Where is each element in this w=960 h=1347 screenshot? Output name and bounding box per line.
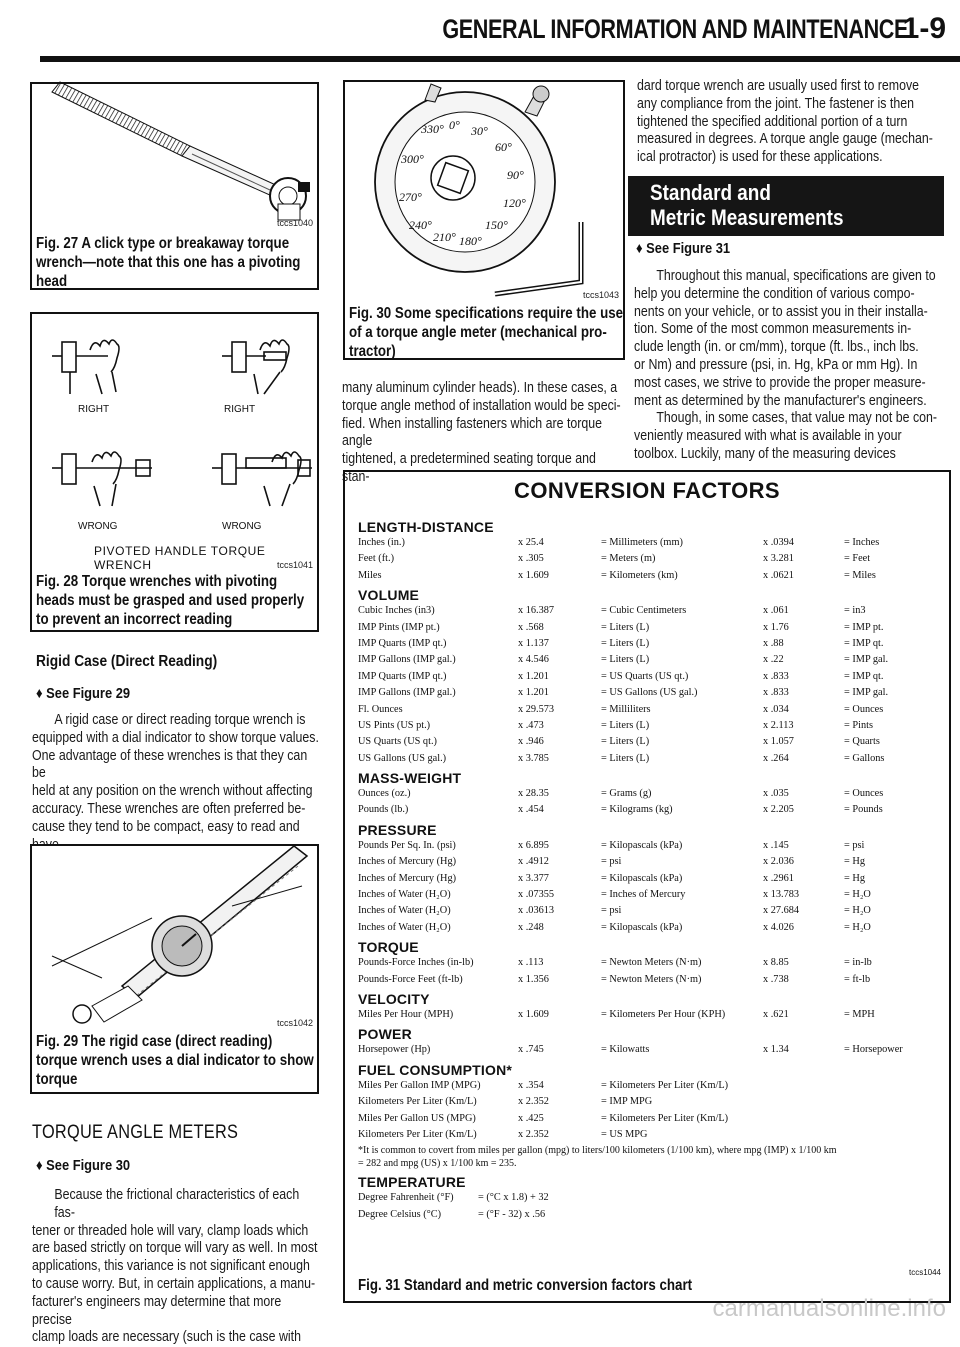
table-row — [358, 1111, 948, 1127]
table-cell: Miles Per Hour (MPH) — [358, 1008, 454, 1020]
category-heading: PRESSURE — [358, 821, 437, 838]
torque-angle-heading: TORQUE ANGLE METERS — [32, 1122, 239, 1143]
category-heading: FUEL CONSUMPTION* — [358, 1061, 513, 1078]
torque-angle-text: Because the frictional characteristics of each fas- tener or threaded hole will vary, clamp loads which are based strictly on torque will vary as well. In most applications, this variance is not significant enough to cause worry. But, in certain applications, a manu- facturer's engineers may determine that more precise clamp loads are necessary (such is the case with — [32, 1187, 318, 1346]
table-cell: x .745 — [518, 1044, 544, 1056]
label-right-1: RIGHT — [78, 404, 110, 415]
table-row — [358, 636, 948, 652]
table-cell: x 4.026 — [763, 921, 794, 933]
category-heading: TORQUE — [358, 939, 419, 956]
table-row — [358, 1007, 948, 1023]
table-cell: x 1.356 — [518, 973, 549, 985]
table-cell: Cubic Inches (in3) — [358, 605, 435, 617]
page-number: 1-9 — [902, 12, 946, 45]
table-row — [358, 802, 948, 818]
table-cell: = IMP gal. — [844, 687, 889, 699]
table-cell: x 3.377 — [518, 872, 549, 884]
table-cell: x .264 — [763, 752, 789, 764]
figure-28 — [30, 312, 319, 632]
table-cell: x .061 — [763, 605, 789, 617]
table-cell: Horsepower (Hp) — [358, 1044, 431, 1056]
table-cell: = US Quarts (US qt.) — [601, 670, 689, 682]
table-cell: = (°F - 32) x .56 — [478, 1208, 546, 1220]
category-heading: LENGTH-DISTANCE — [358, 519, 494, 535]
note-line: *It is common to covert from miles per gallon (mpg) to liters/100 kilometers (1/100 km), where mpg (IMP) x 1/100 km — [358, 1145, 837, 1157]
table-cell: Inches of Water (H₂O) — [358, 921, 451, 933]
table-cell: = Millimeters (mm) — [601, 537, 683, 548]
label-wrong-1: WRONG — [78, 521, 118, 532]
standard-metric-text: Throughout this manual, specifications are given to help you determine the condition of various compo- nents on your vehicle, or to assist you in their installa- tion. Some of the most common measurements in- clude length (in. or cm/mm), torque (ft. lbs., inch lbs. or Nm) and pressure (psi, in. Hg, kPa or mm Hg). In most cases, we strive to provide the proper measure- ment as determined by the manufacturer's engineers. Though, in some cases, that value may not be con- veniently measured with what is available in your toolbox. Luckily, many of the measuring devices — [634, 268, 938, 462]
table-cell: x .568 — [518, 621, 544, 633]
table-row — [358, 920, 948, 936]
table-cell: = Liters (L) — [601, 621, 650, 633]
table-cell: x .035 — [763, 788, 789, 800]
diagram-title: PIVOTED HANDLE TORQUE WRENCH — [94, 544, 266, 572]
figure-caption: Fig. 29 The rigid case (direct reading) torque wrench uses a dial indicator to show torque — [36, 1033, 314, 1088]
table-cell: Pounds (lb.) — [358, 804, 409, 816]
see-figure-30: ♦ See Figure 30 — [36, 1157, 131, 1174]
table-row — [358, 568, 948, 584]
table-cell: x .454 — [518, 804, 544, 816]
table-row — [358, 955, 948, 971]
table-cell: = Milliliters — [601, 703, 651, 715]
table-cell: Kilometers Per Liter (Km/L) — [358, 1096, 477, 1108]
table-cell: = H₂O — [844, 905, 871, 917]
table-cell: x 1.057 — [763, 736, 794, 748]
table-cell: = Liters (L) — [601, 752, 650, 764]
torque-angle-continued: many aluminum cylinder heads). In these cases, a torque angle method of installation would be speci- fied. When installing fasteners which are torque angle tightened, a predetermined seating torque and stan- — [342, 380, 621, 485]
table-row — [358, 718, 948, 734]
table-cell: US Gallons (US gal.) — [358, 752, 447, 764]
table-cell: x 27.684 — [763, 905, 800, 917]
table-row — [358, 972, 948, 988]
table-cell: x .88 — [763, 637, 784, 649]
table-cell: = Inches — [844, 537, 880, 548]
table-cell: = psi — [601, 856, 622, 868]
table-cell: = Liters (L) — [601, 637, 650, 649]
table-cell: = psi — [601, 905, 622, 917]
table-cell: Fl. Ounces — [358, 703, 403, 715]
table-cell: x 3.281 — [763, 553, 794, 565]
chart-title: CONVERSION FACTORS — [514, 478, 780, 503]
table-row — [358, 652, 948, 668]
table-cell: = US MPG — [601, 1128, 648, 1140]
table-cell: = Liters (L) — [601, 736, 650, 748]
table-cell: = H₂O — [844, 921, 871, 933]
click-wrench-illustration — [32, 84, 317, 224]
table-cell: x 1.137 — [518, 637, 549, 649]
table-cell: Degree Fahrenheit (°F) — [358, 1192, 454, 1204]
table-cell: x .248 — [518, 921, 544, 933]
rigid-case-heading: Rigid Case (Direct Reading) — [36, 653, 218, 670]
category-heading: VELOCITY — [358, 990, 430, 1007]
table-cell: x 1.76 — [763, 621, 789, 633]
category-heading: POWER — [358, 1026, 412, 1043]
table-cell: = Kilopascals (kPa) — [601, 872, 683, 884]
table-cell: Inches of Mercury (Hg) — [358, 872, 457, 884]
table-cell: x 28.35 — [518, 788, 549, 800]
table-cell: x 2.036 — [763, 856, 794, 868]
table-cell: IMP Pints (IMP pt.) — [358, 621, 440, 633]
table-cell: Miles Per Gallon US (MPG) — [358, 1112, 476, 1124]
table-cell: x .22 — [763, 654, 784, 666]
table-cell: x 1.201 — [518, 670, 549, 682]
table-cell: x .4912 — [518, 856, 549, 868]
table-cell: x .03613 — [518, 905, 555, 917]
table-cell: = Ounces — [844, 788, 884, 800]
figure-27 — [30, 82, 319, 290]
table-cell: = (°C x 1.8) + 32 — [478, 1192, 549, 1204]
figure-code: tccs1041 — [276, 560, 313, 570]
table-row — [358, 685, 948, 701]
table-cell: = Horsepower — [844, 1044, 903, 1056]
table-cell: Feet (ft.) — [358, 553, 395, 565]
table-cell: = Newton Meters (N·m) — [601, 957, 702, 969]
table-cell: x .2961 — [763, 872, 794, 884]
table-cell: IMP Quarts (IMP qt.) — [358, 637, 447, 649]
table-cell: x .0621 — [763, 569, 794, 581]
figure-code: tccs1042 — [276, 1018, 313, 1028]
table-row — [358, 702, 948, 718]
table-cell: x .145 — [763, 839, 789, 851]
table-cell: = Meters (m) — [601, 553, 656, 565]
table-row — [358, 1207, 948, 1223]
table-cell: Pounds-Force Inches (in-lb) — [358, 957, 474, 969]
figure-caption: Fig. 30 Some specifications require the use of a torque angle meter (mechanical pro- tractor) — [349, 305, 624, 360]
table-cell: = Kilometers Per Liter (Km/L) — [601, 1079, 729, 1091]
table-cell: IMP Gallons (IMP gal.) — [358, 654, 456, 666]
table-cell: Miles Per Gallon IMP (MPG) — [358, 1079, 481, 1091]
table-cell: x 4.546 — [518, 654, 549, 666]
table-cell: x .833 — [763, 670, 789, 682]
table-cell: x .738 — [763, 973, 789, 985]
fuel-note — [358, 1143, 948, 1171]
table-row — [358, 887, 948, 903]
table-cell: x 1.201 — [518, 687, 549, 699]
table-cell: x 3.785 — [518, 752, 549, 764]
table-cell: x .0394 — [763, 537, 794, 548]
figure-caption: Fig. 31 Standard and metric conversion factors chart — [358, 1277, 693, 1294]
dial-scale: 330° 0° 30° 60° 300° 90° 270° 120° 240° 150° 210° 180° — [399, 118, 526, 248]
table-row — [358, 551, 948, 567]
table-cell: Ounces (oz.) — [358, 788, 411, 800]
table-cell: x .305 — [518, 553, 544, 565]
table-cell: Kilometers Per Liter (Km/L) — [358, 1128, 477, 1140]
table-cell: = Miles — [844, 569, 876, 581]
table-cell: x 13.783 — [763, 889, 800, 901]
table-cell: x .946 — [518, 736, 544, 748]
conversion-factors-chart — [343, 470, 951, 1303]
table-row — [358, 603, 948, 619]
category-heading: TEMPERATURE — [358, 1174, 466, 1191]
table-cell: x .621 — [763, 1008, 789, 1020]
table-cell: = Kilograms (kg) — [601, 804, 673, 816]
section-banner: Standard and Metric Measurements — [628, 176, 944, 236]
figure-code: tccs1040 — [276, 218, 313, 228]
table-cell: x 2.205 — [763, 804, 794, 816]
figure-caption: Fig. 28 Torque wrenches with pivoting heads must be grasped and used properly to prevent an incorrect reading — [36, 573, 305, 628]
table-cell: x .833 — [763, 687, 789, 699]
table-cell: Inches of Water (H₂O) — [358, 889, 451, 901]
table-cell: x 2.113 — [763, 719, 794, 731]
table-cell: x .07355 — [518, 889, 555, 901]
figure-30 — [343, 80, 625, 360]
table-cell: Pounds Per Sq. In. (psi) — [358, 839, 456, 851]
table-row — [358, 535, 948, 551]
table-row — [358, 903, 948, 919]
table-cell: = in-lb — [844, 957, 872, 969]
table-cell: Inches of Water (H₂O) — [358, 905, 451, 917]
table-cell: = US Gallons (US gal.) — [601, 687, 698, 699]
table-cell: x .034 — [763, 703, 789, 715]
table-cell: x 16.387 — [518, 605, 555, 617]
table-cell: = IMP gal. — [844, 654, 889, 666]
table-cell: IMP Gallons (IMP gal.) — [358, 687, 456, 699]
table-cell: x .113 — [518, 957, 544, 969]
table-cell: = Hg — [844, 872, 865, 884]
dial-wrench-illustration — [32, 846, 317, 1026]
table-row — [358, 734, 948, 750]
table-cell: = ft-lb — [844, 973, 871, 985]
table-cell: = Kilopascals (kPa) — [601, 839, 683, 851]
see-figure-31: ♦ See Figure 31 — [636, 240, 731, 257]
table-cell: = Ounces — [844, 703, 884, 715]
table-row — [358, 751, 948, 767]
table-row — [358, 838, 948, 854]
table-cell: x 2.352 — [518, 1096, 549, 1108]
table-cell: x 8.85 — [763, 957, 789, 969]
table-cell: = MPH — [844, 1008, 875, 1020]
table-cell: x .473 — [518, 719, 544, 731]
table-cell: US Quarts (US qt.) — [358, 736, 437, 748]
figure-code: tccs1044 — [908, 1268, 941, 1277]
watermark: carmanualsonline.info — [712, 1295, 946, 1322]
table-cell: x .425 — [518, 1112, 544, 1124]
table-cell: = Kilopascals (kPa) — [601, 921, 683, 933]
table-cell: Inches of Mercury (Hg) — [358, 856, 457, 868]
page-header — [0, 8, 960, 48]
table-cell: = IMP qt. — [844, 637, 884, 649]
table-cell: = Kilometers Per Hour (KPH) — [601, 1008, 726, 1020]
table-cell: = Liters (L) — [601, 719, 650, 731]
table-cell: = Grams (g) — [601, 788, 652, 800]
table-row — [358, 854, 948, 870]
label-wrong-2: WRONG — [222, 521, 262, 532]
table-row — [358, 1190, 948, 1206]
table-row — [358, 871, 948, 887]
table-cell: = Newton Meters (N·m) — [601, 973, 702, 985]
category-heading: MASS-WEIGHT — [358, 770, 462, 787]
table-cell: = Quarts — [844, 736, 880, 748]
figure-29 — [30, 844, 319, 1094]
table-cell: = H₂O — [844, 889, 871, 901]
figure-code: tccs1043 — [582, 290, 619, 300]
table-cell: = Kilometers Per Liter (Km/L) — [601, 1112, 729, 1124]
table-row — [358, 620, 948, 636]
table-cell: = in3 — [844, 605, 866, 617]
header-rule — [40, 56, 960, 62]
table-cell: = IMP qt. — [844, 670, 884, 682]
table-cell: = Cubic Centimeters — [601, 605, 687, 617]
table-cell: = Kilowatts — [601, 1044, 650, 1056]
table-cell: = Liters (L) — [601, 654, 650, 666]
table-cell: Degree Celsius (°C) — [358, 1208, 442, 1220]
table-cell: = Kilometers (km) — [601, 569, 678, 581]
table-cell: = psi — [844, 839, 865, 851]
table-row — [358, 1127, 948, 1143]
table-cell: = IMP pt. — [844, 621, 884, 633]
conversion-table — [358, 516, 948, 1223]
label-right-2: RIGHT — [224, 404, 256, 415]
table-row — [358, 1042, 948, 1058]
table-row — [358, 669, 948, 685]
table-cell: x 1.609 — [518, 1008, 549, 1020]
table-cell: = Pints — [844, 719, 873, 731]
table-cell: US Pints (US pt.) — [358, 719, 431, 731]
category-heading: VOLUME — [358, 587, 420, 604]
table-row — [358, 786, 948, 802]
table-cell: = Hg — [844, 856, 865, 868]
table-cell: IMP Quarts (IMP qt.) — [358, 670, 447, 682]
table-cell: x 1.609 — [518, 569, 549, 581]
table-cell: x .354 — [518, 1079, 544, 1091]
table-cell: x 6.895 — [518, 839, 549, 851]
table-cell: x 29.573 — [518, 703, 555, 715]
table-cell: = Feet — [844, 553, 871, 565]
figure-caption: Fig. 27 A click type or breakaway torque wrench—note that this one has a pivoting head — [36, 235, 301, 290]
chapter-title: GENERAL INFORMATION AND MAINTENANCE — [442, 14, 908, 44]
table-row — [358, 1078, 948, 1094]
table-cell: = Pounds — [844, 804, 883, 816]
table-cell: = IMP MPG — [601, 1096, 653, 1108]
table-cell: Inches (in.) — [358, 537, 405, 548]
note-line: = 282 and mpg (US) x 1/100 km = 235. — [358, 1157, 517, 1169]
pivoted-wrench-illustration — [32, 314, 317, 524]
table-cell: x 1.34 — [763, 1044, 789, 1056]
right-column-text: dard torque wrench are usually used first to remove any compliance from the joint. The fastener is then tightened the specified additional portion of a turn measured in degrees. A torque angle gauge (mechan- ical protractor) is used for these applications. — [637, 78, 933, 166]
table-cell: Miles — [358, 569, 382, 581]
table-cell: = Inches of Mercury — [601, 889, 686, 901]
table-cell: = Gallons — [844, 752, 885, 764]
table-cell: x 2.352 — [518, 1128, 549, 1140]
rigid-case-text: A rigid case or direct reading torque wrench is equipped with a dial indicator to show torque values. One advantage of these wrenches is that they can be held at any position on the wrench without affecting accuracy. These wrenches are often preferred be- cause they tend to be compact, easy to read and — [32, 712, 319, 835]
table-row — [358, 1094, 948, 1110]
table-cell: x 25.4 — [518, 537, 544, 548]
table-cell: Pounds-Force Feet (ft-lb) — [358, 973, 463, 985]
see-figure-29: ♦ See Figure 29 — [36, 685, 131, 702]
